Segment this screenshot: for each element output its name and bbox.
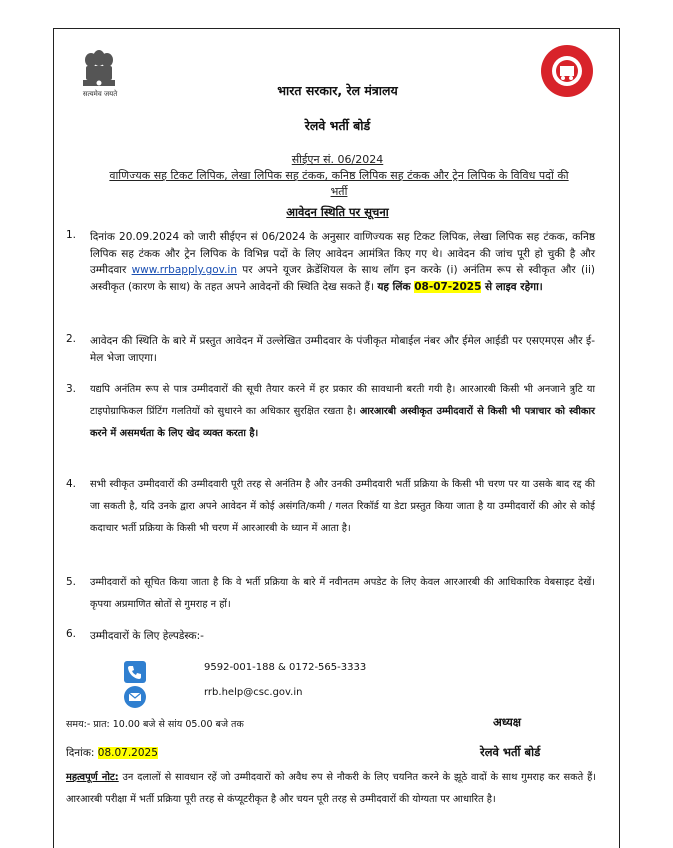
para-bold: यह लिंक [377,280,415,293]
helpdesk-phone: 9592-001-188 & 0172-565-3333 [204,662,367,673]
chairman-label: अध्यक्ष [493,715,522,729]
ministry-heading: भारत सरकार, रेल मंत्रालय [277,83,398,98]
para-number: 6. [66,628,77,640]
rrbapply-link[interactable]: www.rrbapply.gov.in [131,264,237,276]
important-note [66,767,596,811]
para-bold: से लाइव रहेगा। [481,280,543,293]
para-number: 2. [66,333,77,345]
paragraph-4: सभी स्वीकृत उम्मीदवारों की उम्मीदवारी पूरी तरह से अनंतिम है और उनकी उम्मीदवारी भर्ती प्रक्रिया के किसी भी चरण पर या उसके बाद रद्द की जा सकती है, यदि उनके द्वारा अपने आवेदन में कोई असंगति/कमी / गलत रिकॉर्ड या डेटा प्रस्तुत किया जाता है या उम्मीदवारों की ओर से कोई कदाचार भर्ती प्रक्रिया के किसी भी चरण में आरआरबी के ध्यान में आता है। [90,479,595,534]
note-label: महत्वपूर्ण नोट: [66,772,119,783]
office-timing: समय:- प्रात: 10.00 बजे से सांय 05.00 बजे तक [66,719,244,730]
paragraph-6: उम्मीदवारों के लिए हेल्पडेस्क:- [90,630,204,642]
email-icon [124,686,146,708]
para-number: 1. [66,229,77,241]
para-number: 3. [66,383,77,395]
date-line [66,746,158,760]
para-number: 5. [66,576,77,588]
date-value: 08.07.2025 [97,747,158,759]
para-text: दिनांक 20.09.2024 को जारी सीईएन सं 06/2024 के अनुसार वाणिज्यक सह टिकट लिपिक, लेखा लिपिक सह टंकक, कनिष्ठ लिपिक सह टंकक और ट्रेन लिपिक के विभिन्न पदों के लिए आवेदन आमंत्रित किए गए थे। आवेदन की जांच पूरी हो चुकी है और उम्मीदवार [90,231,595,276]
para-text: यद्यपि अनंतिम रूप से पात्र उम्मीदवारों की सूची तैयार करने में हर प्रकार की सावधानी बरती गयी है। आरआरबी किसी भी अनजाने त्रुटि या टाइपोग्राफिकल प्रिंटिंग गलतियों को सुधारने का अधिकार सुरक्षित रखता है। [90,384,595,417]
emblem-caption: सत्यमेव जयते [82,90,118,98]
helpdesk-email[interactable]: rrb.help@csc.gov.in [204,687,303,698]
paragraph-1 [90,229,595,295]
notice-heading: आवेदन स्थिति पर सूचना [286,205,389,219]
para-bold: आरआरबी अस्वीकृत उम्मीदवारों से किसी भी पत्राचार को स्वीकार करने में असमर्थता के लिए खेद व्यक्त करता है। [90,406,595,439]
note-text: उन दलालों से सावधान रहें जो उम्मीदवारों को अवैध रुप से नौकरी के लिए चयनित करने के झूठे वादों के साथ गुमराह कर सकते हैं। आरआरबी परीक्षा में भर्ती प्रक्रिया पूरी तरह से कंप्यूटरीकृत है और चयन पूरी तरह से उम्मीदवारों की योग्यता पर आधारित है। [66,772,596,805]
paragraph-3 [90,379,595,445]
live-date-highlight: 08-07-2025 [414,280,482,293]
board-heading: रेलवे भर्ती बोर्ड [304,118,371,133]
recruitment-title: वाणिज्यक सह टिकट लिपिक, लेखा लिपिक सह टंकक, कनिष्ठ लिपिक सह टंकक और ट्रेन लिपिक के विविध पदों की भर्ती [109,169,569,198]
date-label: दिनांक: [66,747,98,759]
board-signature: रेलवे भर्ती बोर्ड [480,745,541,759]
para-number: 4. [66,478,77,490]
cen-number: सीईएन सं. 06/2024 [291,153,384,166]
paragraph-5: उम्मीदवारों को सूचित किया जाता है कि वे भर्ती प्रक्रिया के बारे में नवीनतम अपडेट के लिए केवल आरआरबी की आधिकारिक वेबसाइट देखें। कृपया अप्रमाणित स्रोतों से गुमराह न हों। [90,577,595,610]
para-text: पर अपने यूजर क्रेडेंशियल के साथ लॉग इन करके (i) अनंतिम रूप से स्वीकृत और (ii) अस्वीकृत (कारण के साथ) के तहत अपने आवेदनों की स्थिति देख सकते हैं। [90,264,595,293]
paragraph-2: आवेदन की स्थिति के बारे में प्रस्तुत आवेदन में उल्लेखित उम्मीदवार के पंजीकृत मोबाईल नंबर और ईमेल आईडी पर एसएमएस और ई-मेल भेजा जाएगा। [90,335,595,364]
phone-icon [124,661,146,683]
